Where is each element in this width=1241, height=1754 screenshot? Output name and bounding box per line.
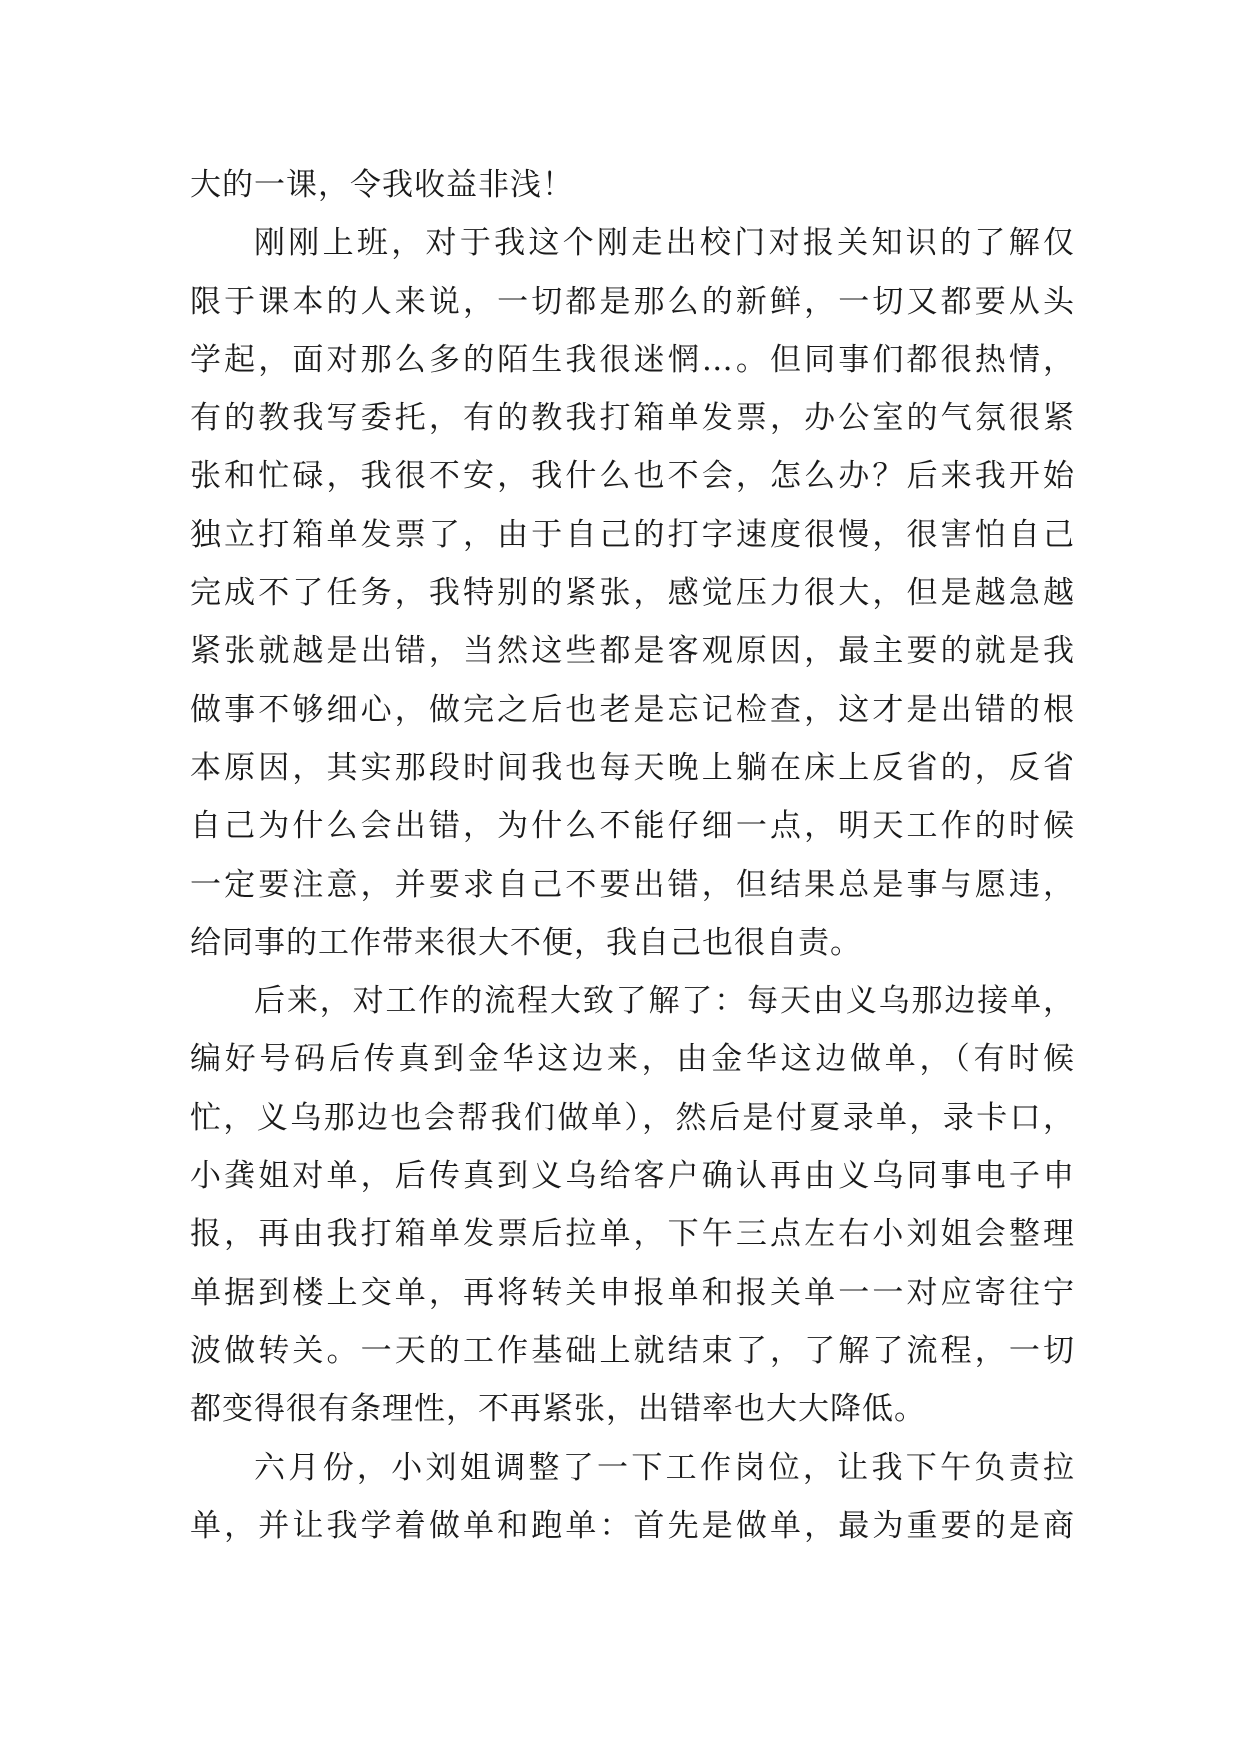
text-line: 本原因，其实那段时间我也每天晚上躺在床上反省的，反省 [190, 749, 1075, 786]
document-body [190, 156, 1075, 1555]
text-line: 独立打箱单发票了，由于自己的打字速度很慢，很害怕自己 [190, 516, 1075, 553]
text-line: 有的教我写委托，有的教我打箱单发票，办公室的气氛很紧 [190, 400, 1075, 437]
text-line: 给同事的工作带来很大不便，我自己也很自责。 [190, 924, 862, 961]
text-line: 报，再由我打箱单发票后拉单，下午三点左右小刘姐会整理 [190, 1216, 1075, 1253]
text-line: 后来，对工作的流程大致了解了：每天由义乌那边接单， [254, 983, 1075, 1020]
text-line: 张和忙碌，我很不安，我什么也不会，怎么办？后来我开始 [190, 458, 1075, 495]
text-line: 小龚姐对单，后传真到义乌给客户确认再由义乌同事电子申 [190, 1158, 1075, 1195]
text-line: 单据到楼上交单，再将转关申报单和报关单一一对应寄往宁 [190, 1274, 1075, 1311]
text-line: 一定要注意，并要求自己不要出错，但结果总是事与愿违， [190, 866, 1075, 903]
text-line: 波做转关。一天的工作基础上就结束了，了解了流程，一切 [190, 1332, 1075, 1369]
text-line: 紧张就越是出错，当然这些都是客观原因，最主要的就是我 [190, 633, 1075, 670]
text-line: 完成不了任务，我特别的紧张，感觉压力很大，但是越急越 [190, 575, 1075, 612]
text-line: 忙，义乌那边也会帮我们做单），然后是付夏录单，录卡口， [190, 1099, 1075, 1136]
text-line: 限于课本的人来说，一切都是那么的新鲜，一切又都要从头 [190, 283, 1075, 320]
text-line: 自己为什么会出错，为什么不能仔细一点，明天工作的时候 [190, 808, 1075, 845]
text-line: 都变得很有条理性，不再紧张，出错率也大大降低。 [190, 1391, 926, 1428]
text-line: 六月份，小刘姐调整了一下工作岗位，让我下午负责拉 [254, 1449, 1075, 1486]
text-line: 学起，面对那么多的陌生我很迷惘…。但同事们都很热情， [190, 341, 1075, 378]
text-line: 单，并让我学着做单和跑单：首先是做单，最为重要的是商 [190, 1507, 1075, 1544]
text-line: 做事不够细心，做完之后也老是忘记检查，这才是出错的根 [190, 691, 1075, 728]
text-line: 编好号码后传真到金华这边来，由金华这边做单，（有时候 [190, 1041, 1075, 1078]
text-line: 大的一课，令我收益非浅！ [190, 167, 574, 203]
text-line: 刚刚上班，对于我这个刚走出校门对报关知识的了解仅 [254, 225, 1075, 262]
